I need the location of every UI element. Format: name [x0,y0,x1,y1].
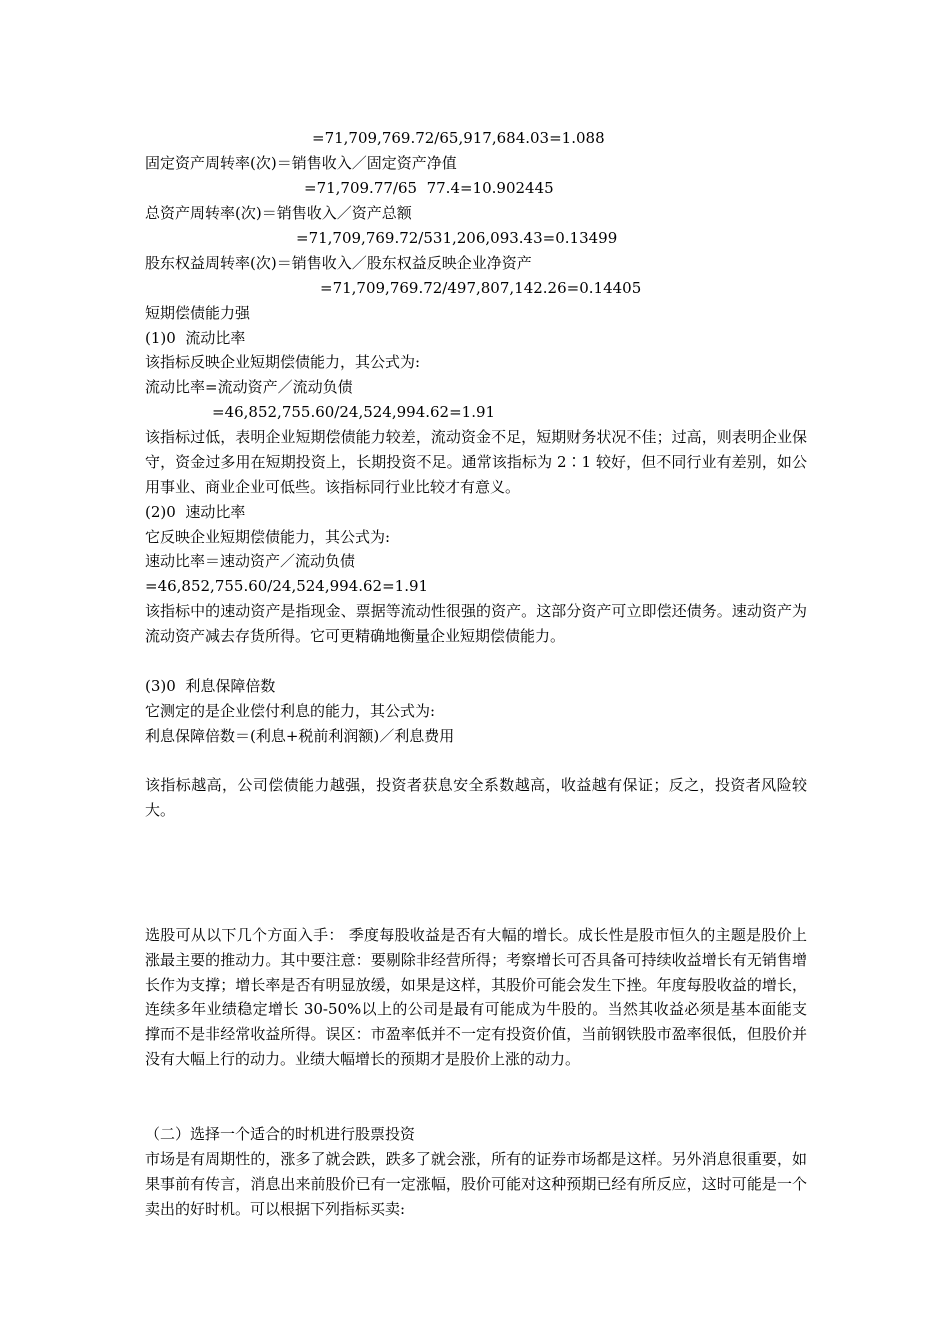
fixed-asset-turnover-result: =71,709.77/65 77.4=10.902445 [304,179,554,197]
total-asset-turnover-formula: 总资产周转率(次)＝销售收入／资产总额 [145,204,412,222]
interest-coverage-explanation: 该指标越高，公司偿债能力越强，投资者获息安全系数越高，收益越有保证；反之，投资者风险较大。 [145,776,807,819]
interest-coverage-formula: 利息保障倍数＝(利息+税前利润额)／利息费用 [145,727,455,745]
section-heading-short-term: 短期偿债能力强 [145,304,251,322]
quick-ratio-intro: 它反映企业短期偿债能力，其公式为: [145,528,391,546]
quick-ratio-formula: 速动比率＝速动资产／流动负债 [145,552,356,570]
equity-turnover-result: =71,709,769.72/497,807,142.26=0.14405 [320,279,642,297]
item-current-ratio: (1)0 流动比率 [145,329,246,347]
current-ratio-intro: 该指标反映企业短期偿债能力，其公式为: [145,353,421,371]
equity-turnover-formula: 股东权益周转率(次)＝销售收入／股东权益反映企业净资产 [145,254,532,272]
current-ratio-formula: 流动比率=流动资产／流动负债 [145,378,353,396]
current-ratio-result: =46,852,755.60/24,524,994.62=1.91 [212,403,496,421]
formula-fixed-asset-result: =71,709,769.72/65,917,684.03=1.088 [312,129,605,147]
fixed-asset-turnover-formula: 固定资产周转率(次)＝销售收入／固定资产净值 [145,154,457,172]
item-interest-coverage: (3)0 利息保障倍数 [145,677,276,695]
interest-coverage-intro: 它测定的是企业偿付利息的能力，其公式为: [145,702,436,720]
current-ratio-explanation: 该指标过低，表明企业短期偿债能力较差，流动资金不足，短期财务状况不佳；过高，则表明企业保守，资金过多用在短期投资上，长期投资不足。通常该指标为 2∶1 较好，但不同行业有差别，如公用事业、商业企业可低些。该指标同行业比较才有意义。 [145,428,807,496]
item-quick-ratio: (2)0 速动比率 [145,503,246,521]
stock-selection-paragraph: 选股可从以下几个方面入手： 季度每股收益是否有大幅的增长。成长性是股市恒久的主题是股价上涨最主要的推动力。其中要注意：要剔除非经营所得；考察增长可否具备可持续收益增长有无销售增长作为支撑；增长率是否有明显放缓，如果是这样，其股价可能会发生下挫。年度每股收益的增长，连续多年业绩稳定增长 30-50%以上的公司是最有可能成为牛股的。当然其收益必须是基本面能支撑而不是非经常收益所得。误区：市盈率低并不一定有投资价值，当前钢铁股市盈率很低，但股价并没有大幅上行的动力。业绩大幅增长的预期才是股价上涨的动力。 [145,926,807,1068]
total-asset-turnover-result: =71,709,769.72/531,206,093.43=0.13499 [296,229,618,247]
quick-ratio-result: =46,852,755.60/24,524,994.62=1.91 [145,577,429,595]
quick-ratio-explanation: 该指标中的速动资产是指现金、票据等流动性很强的资产。这部分资产可立即偿还债务。速动资产为流动资产减去存货所得。它可更精确地衡量企业短期偿债能力。 [145,602,807,645]
section-heading-timing: （二）选择一个适合的时机进行股票投资 [145,1125,416,1143]
timing-paragraph: 市场是有周期性的，涨多了就会跌，跌多了就会涨，所有的证券市场都是这样。另外消息很重要，如果事前有传言，消息出来前股价已有一定涨幅，股价可能对这种预期已经有所反应，这时可能是一个卖出的好时机。可以根据下列指标买卖: [145,1150,807,1218]
